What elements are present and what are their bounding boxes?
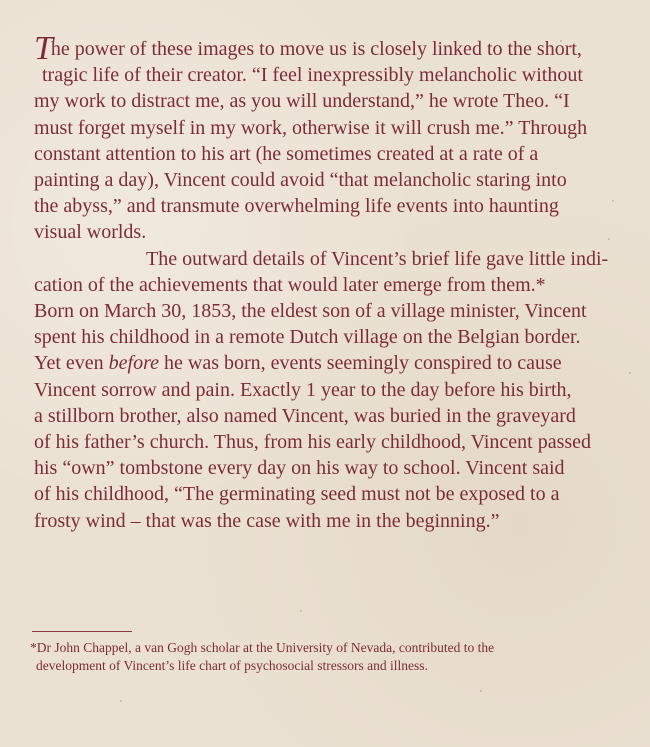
text-line: constant attention to his art (he sometimes created at a rate of a: [34, 142, 539, 165]
text-line: visual worlds.: [34, 221, 147, 244]
footnote: [30, 639, 630, 675]
paragraph-1: [34, 30, 630, 246]
text-line: of his father’s church. Thus, from his early childhood, Vincent passed: [34, 431, 592, 454]
text-line: my work to distract me, as you will understand,” he wrote Theo. “I: [34, 90, 570, 113]
footnote-divider: [32, 631, 132, 632]
text-line: frosty wind – that was the case with me in the beginning.”: [34, 509, 500, 532]
text-line: must forget myself in my work, otherwise it will crush me.” Through: [34, 116, 588, 139]
text-line: his “own” tombstone every day on his way to school. Vincent said: [34, 457, 565, 480]
text-run: Yet even: [34, 352, 109, 375]
text-line: Vincent sorrow and pain. Exactly 1 year to the day before his birth,: [34, 378, 572, 401]
text-line: a stillborn brother, also named Vincent, was buried in the graveyard: [34, 404, 576, 427]
footnote-line: *Dr John Chappel, a van Gogh scholar at the University of Nevada, contributed to the: [30, 640, 495, 655]
main-body-text: [34, 30, 630, 534]
text-line: painting a day), Vincent could avoid “that melancholic staring into: [34, 169, 567, 192]
emphasis-before: before: [108, 352, 159, 375]
text-line: [34, 30, 630, 67]
text-line: The outward details of Vincent’s brief life gave little indi-: [146, 247, 609, 270]
text-line: spent his childhood in a remote Dutch village on the Belgian border.: [34, 326, 581, 349]
footnote-line: development of Vincent’s life chart of psychosocial stressors and illness.: [36, 658, 428, 673]
text-line: Born on March 30, 1853, the eldest son of a village minister, Vincent: [34, 300, 587, 323]
text-line: of his childhood, “The germinating seed must not be exposed to a: [34, 483, 560, 506]
text-line-content: he power of these images to move us is closely linked to the short,: [50, 38, 582, 60]
text-line: [34, 350, 630, 376]
paper-speck: [120, 700, 122, 702]
text-run: he was born, events seemingly conspired to cause: [159, 352, 562, 375]
drop-cap: T: [34, 30, 53, 67]
paper-speck: [300, 610, 302, 612]
text-line: tragic life of their creator. “I feel inexpressibly melancholic without: [42, 64, 583, 87]
text-line: cation of the achievements that would later emerge from them.*: [34, 273, 546, 296]
text-line: the abyss,” and transmute overwhelming life events into haunting: [34, 195, 559, 218]
paragraph-2: [34, 246, 630, 534]
paper-speck: [480, 690, 482, 692]
